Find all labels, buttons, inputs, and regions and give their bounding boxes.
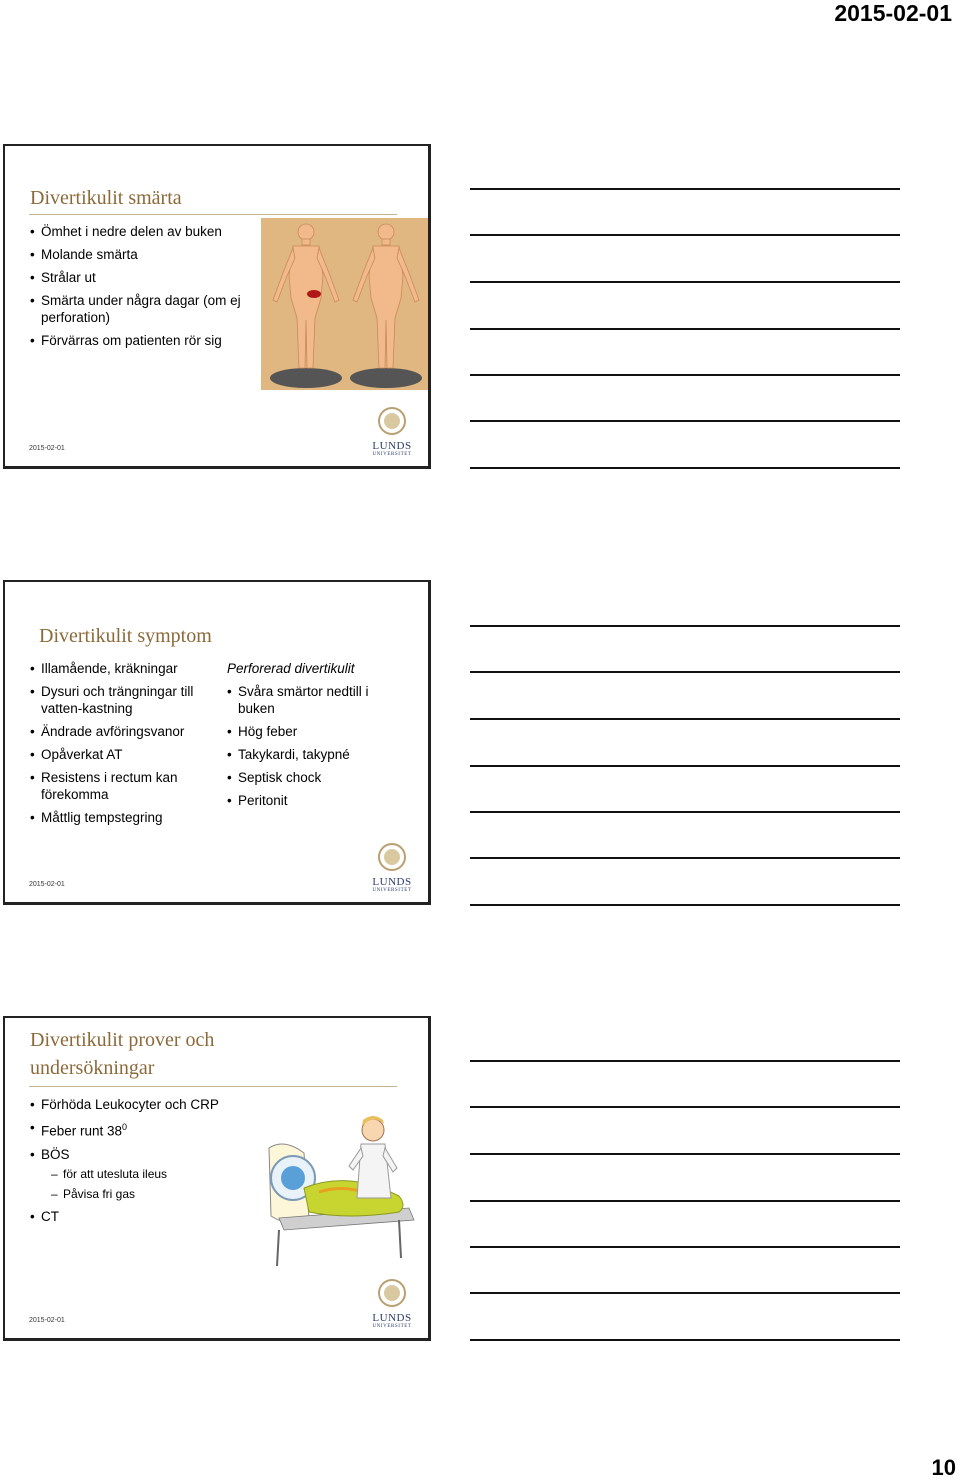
logo-wordmark: LUNDS: [372, 876, 412, 888]
list-item: • Ömhet i nedre delen av buken: [30, 223, 245, 240]
ct-scan-illustration: [249, 1108, 417, 1268]
note-line: [470, 234, 900, 236]
note-line: [470, 188, 900, 190]
note-line: [470, 1106, 900, 1108]
note-line: [470, 625, 900, 627]
list-item: • Förvärras om patienten rör sig: [30, 332, 245, 349]
slide-title-line-1: Divertikulit prover och: [30, 1029, 215, 1051]
fever-superscript: 0: [122, 1122, 128, 1132]
slide-footer-date: 2015-02-01: [29, 881, 65, 888]
title-rule: [29, 1086, 397, 1087]
list-item: • Illamående, kräkningar: [30, 660, 210, 677]
bullet-list-left: [30, 660, 210, 832]
sub-list-item: – Påvisa fri gas: [51, 1187, 220, 1202]
note-line: [470, 904, 900, 906]
list-item: • Ändrade avföringsvanor: [30, 723, 210, 740]
note-line: [470, 1153, 900, 1155]
sub-list: [51, 1167, 220, 1202]
note-line: [470, 420, 900, 422]
list-item: [30, 1146, 220, 1202]
bullet-list: [30, 223, 245, 355]
logo-subword: UNIVERSITET: [372, 1324, 412, 1329]
logo-subword: UNIVERSITET: [372, 888, 412, 893]
list-item: • Resistens i rectum kan förekomma: [30, 769, 210, 803]
note-line: [470, 1060, 900, 1062]
slide-title: Divertikulit smärta: [30, 187, 182, 209]
list-item: • Takykardi, takypné: [227, 746, 397, 763]
bullet-list: [30, 1096, 220, 1231]
note-line: [470, 1246, 900, 1248]
list-item: • Molande smärta: [30, 246, 245, 263]
page-number: 10: [931, 1455, 956, 1480]
note-line: [470, 1200, 900, 1202]
list-item: • Opåverkat AT: [30, 746, 210, 763]
list-item: [30, 1119, 220, 1140]
sub-list-item: – för att utesluta ileus: [51, 1167, 220, 1182]
note-line: [470, 467, 900, 469]
seal-icon: [377, 842, 407, 872]
page-header-date: 2015-02-01: [834, 0, 952, 26]
bullet-list-right: [227, 683, 397, 815]
body-figures-image: [261, 218, 431, 390]
list-item: • Dysuri och trängningar till vatten-kastning: [30, 683, 210, 717]
list-item: • CT: [30, 1208, 220, 1225]
note-line: [470, 857, 900, 859]
right-column-heading: Perforerad divertikulit: [227, 661, 355, 676]
fever-text: Feber runt 38: [41, 1123, 123, 1139]
note-line: [470, 328, 900, 330]
note-line: [470, 765, 900, 767]
slide-footer-date: 2015-02-01: [29, 445, 65, 452]
university-logo: [370, 842, 414, 892]
note-line: [470, 281, 900, 283]
slide-footer-date: 2015-02-01: [29, 1317, 65, 1324]
logo-wordmark: LUNDS: [372, 440, 412, 452]
bos-text: BÖS: [41, 1146, 70, 1162]
list-item: • Hög feber: [227, 723, 397, 740]
list-item: • Måttlig tempstegring: [30, 809, 210, 826]
slide-1: [3, 144, 431, 469]
note-line: [470, 1339, 900, 1341]
slide-title: Divertikulit symptom: [39, 625, 212, 647]
title-rule: [29, 214, 397, 215]
note-line: [470, 1292, 900, 1294]
slide-title: [30, 1026, 214, 1082]
slide-2: [3, 580, 431, 905]
list-item: • Peritonit: [227, 792, 397, 809]
slide-3: [3, 1016, 431, 1341]
list-item: • Strålar ut: [30, 269, 245, 286]
seal-icon: [377, 406, 407, 436]
list-item: • Svåra smärtor nedtill i buken: [227, 683, 397, 717]
university-logo: [370, 406, 414, 456]
seal-icon: [377, 1278, 407, 1308]
list-item: • Smärta under några dagar (om ej perforation): [30, 292, 245, 326]
university-logo: [370, 1278, 414, 1328]
note-line: [470, 718, 900, 720]
slide-title-line-2: undersökningar: [30, 1057, 155, 1079]
note-line: [470, 671, 900, 673]
logo-subword: UNIVERSITET: [372, 452, 412, 457]
note-line: [470, 811, 900, 813]
list-item: • Septisk chock: [227, 769, 397, 786]
list-item: • Förhöda Leukocyter och CRP: [30, 1096, 220, 1113]
logo-wordmark: LUNDS: [372, 1312, 412, 1324]
note-line: [470, 374, 900, 376]
